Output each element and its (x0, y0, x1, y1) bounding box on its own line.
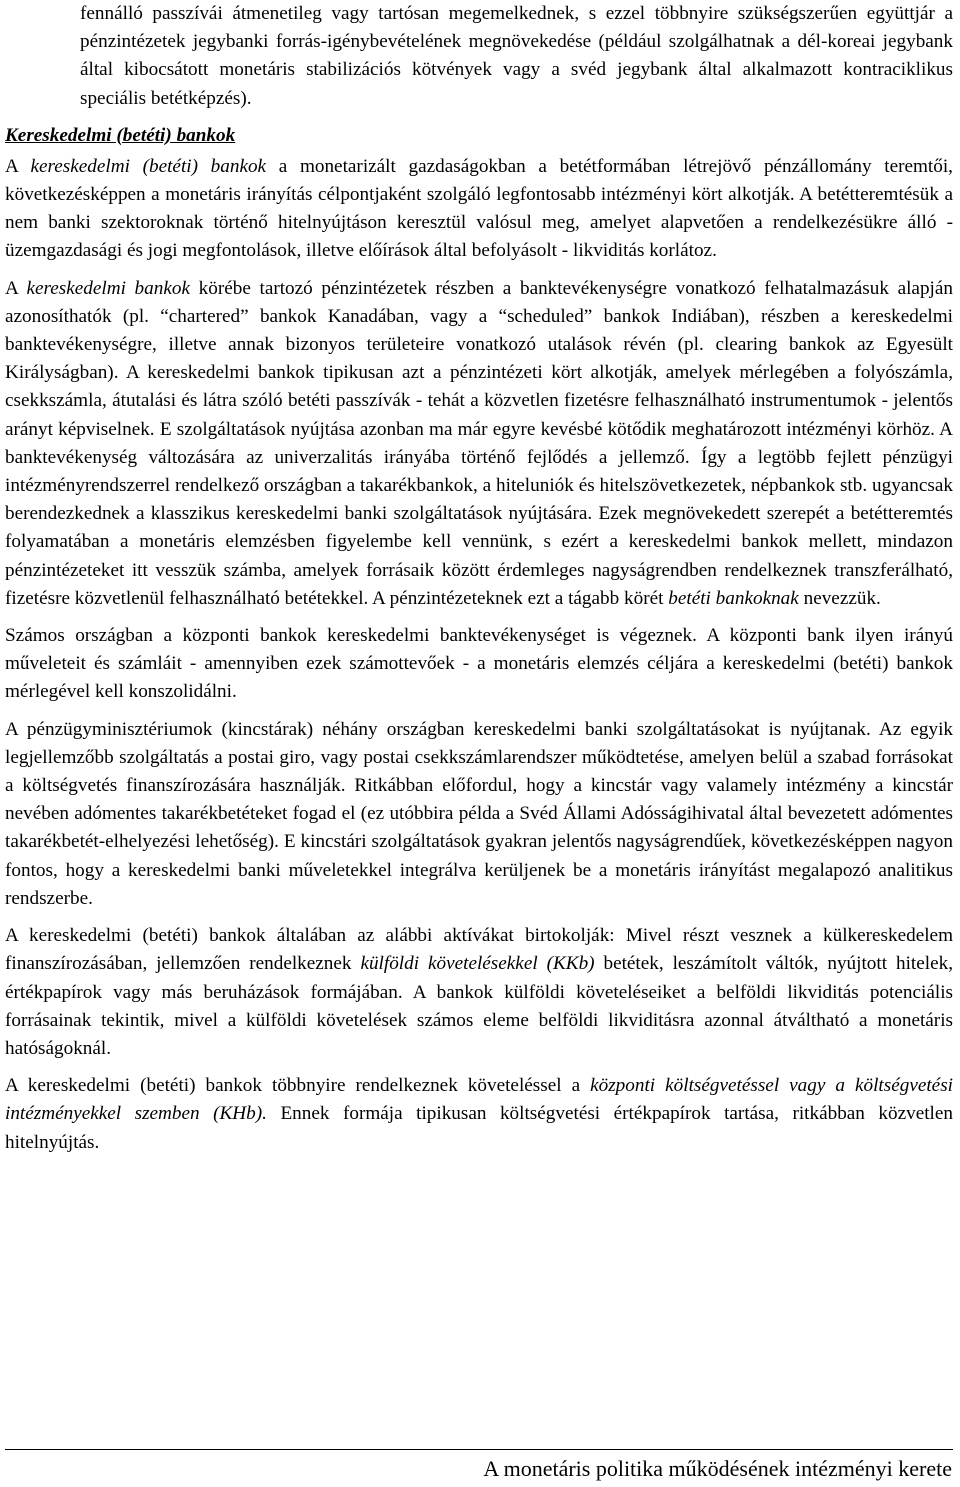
paragraph-government-claims (5, 1072, 953, 1157)
text-run: betétek, leszámítolt váltók, nyújtott hitelek, értékpapírok vagy más beruházások formájában. A bankok külföldi követeléseiket a belföldi likviditás potenciális forrásainak tekintik, mivel a külföldi követelések számos eleme belföldi likviditásra azonnal átváltható a monetáris hatóságoknál. (5, 953, 953, 1059)
paragraph-central-banks: Számos országban a központi bankok kereskedelmi banktevékenységet is végeznek. A központi bank ilyen irányú műveleteit és számláit - amennyiben ezek számottevőek - a monetáris elemzés céljára a kereskedelmi (betéti) bankok mérlegével kell konszolidálni. (5, 625, 953, 703)
text-run: körébe tartozó pénzintézetek részben a banktevékenységre vonatkozó felhatalmazásuk alapján azonosíthatók (pl. “chartered” bankok Kanadában, vagy a “scheduled” bankok Indiában), részben a kereskedelmi banktevékenységre, illetve annak bizonyos területeire vonatkozó utalások révén (pl. clearing bankok az Egyesült Királyságban). A kereskedelmi bankok tipikusan azt a pénzintézeti kört alkotják, amelyek mérlegében a folyószámla, csekkszámla, átutalási és látra szóló betéti passzívák - tehát a közvetlen fizetésre felhasználható instrumentumok - jelentős arányt képviselnek. E szolgáltatások nyújtása azonban ma már egyre kevésbé kötődik meghatározott intézményi körhöz. A banktevékenység változására az univerzalitás irányába történő fejlődés a jellemző. Így a legtöbb fejlett pénzügyi intézményrendszerrel rendelkező országban a takarékbankok, a hiteluniók és hitelszövetkezetek, népbankok stb. ugyancsak berendezkednek a klasszikus kereskedelmi banki szolgáltatások nyújtására. Ezek megnövekedett szerepét a betétteremtés folyamatában a monetáris elemzésben figyelembe kell vennünk, s ezért a kereskedelmi bankok mellett, mindazon pénzintézeteket itt vesszük számba, amelyek forrásaik között érdemleges nagyságrendben rendelkeznek transzferálható, fizetésre közvetlenül felhasználható betétekkel. A pénzintézeteknek ezt a tágabb körét (5, 277, 953, 609)
text-run: A (5, 277, 27, 299)
italic-term: kereskedelmi bankok (26, 277, 190, 299)
document-page (5, 0, 953, 1166)
text-run: a monetarizált gazdaságokban a betétformában létrejövő pénzállomány teremtői, következésképpen a monetáris irányítás célpontjaként szolgáló legfontosabb intézményi kört alkotják. A betétteremtésük a nem banki szektoroknak történő hitelnyújtáson keresztül valósul meg, amelyet alapvetően a rendelkezésükre álló - üzemgazdasági és jogi megfontolások, illetve előírások által befolyásolt - likviditás korlátoz. (5, 155, 953, 262)
text-run: nevezzük. (798, 587, 881, 609)
text-run: A kereskedelmi (betéti) bankok általában az alábbi aktívákat birtokolják: Mivel részt vesznek a külkereskedelem finanszírozásában, jellemzően rendelkeznek (5, 925, 953, 975)
footer-title: A monetáris politika működésének intézményi kerete (483, 1456, 952, 1481)
paragraph-commercial-banks-scope (5, 275, 953, 613)
italic-term: központi költségvetéssel vagy a költségvetési intézményekkel szemben (KHb). (5, 1075, 953, 1125)
text-run: A (5, 155, 31, 177)
text-run: A kereskedelmi (betéti) bankok többnyire rendelkeznek követeléssel a (5, 1075, 591, 1097)
section-heading: Kereskedelmi (betéti) bankok (5, 124, 236, 146)
footer-divider (5, 1449, 953, 1450)
italic-term: betéti bankoknak (668, 587, 799, 609)
paragraph-treasuries: A pénzügyminisztériumok (kincstárak) néhány országban kereskedelmi banki szolgáltatásokat is nyújtanak. Az egyik legjellemzőbb szolgáltatás a postai giro, vagy postai csekkszámlarendszer működtetése, amelyen belül a szabad forrásokat a költségvetés finanszírozására használják. Ritkábban előfordul, hogy a kincstár vagy valamely intézmény a kincstár nevében adómentes takarékbetéteket fogad el (ez utóbbira példa a Svéd Állami Adósságihivatal által bevezetett adómentes takarékbetét-elhelyezési lehetőség). E kincstári szolgáltatások gyakran jelentős nagyságrendűek, következésképpen nagyon fontos, hogy a kereskedelmi banki műveletekkel integrálva kerüljenek be a monetáris irányítást megalapozó analitikus rendszerbe. (5, 718, 953, 909)
paragraph-commercial-banks-definition (5, 153, 953, 266)
paragraph-foreign-assets (5, 922, 953, 1063)
text-run: Ennek formája tipikusan költségvetési értékpapírok tartása, ritkábban közvetlen hitelnyújtás. (5, 1103, 953, 1153)
italic-term: kereskedelmi (betéti) bankok (30, 155, 267, 177)
intro-paragraph: fennálló passzívái átmenetileg vagy tartósan megemelkednek, s ezzel többnyire szükségszerűen együttjár a pénzintézetek jegybanki forrás-igénybevételének megnövekedése (például szolgálhatnak a dél-koreai jegybank által kibocsátott monetáris stabilizációs kötvények vagy a svéd jegybank által alkalmazott kontraciklikus speciális betétképzés). (80, 3, 953, 109)
italic-term: külföldi követelésekkel (KKb) (360, 953, 595, 975)
